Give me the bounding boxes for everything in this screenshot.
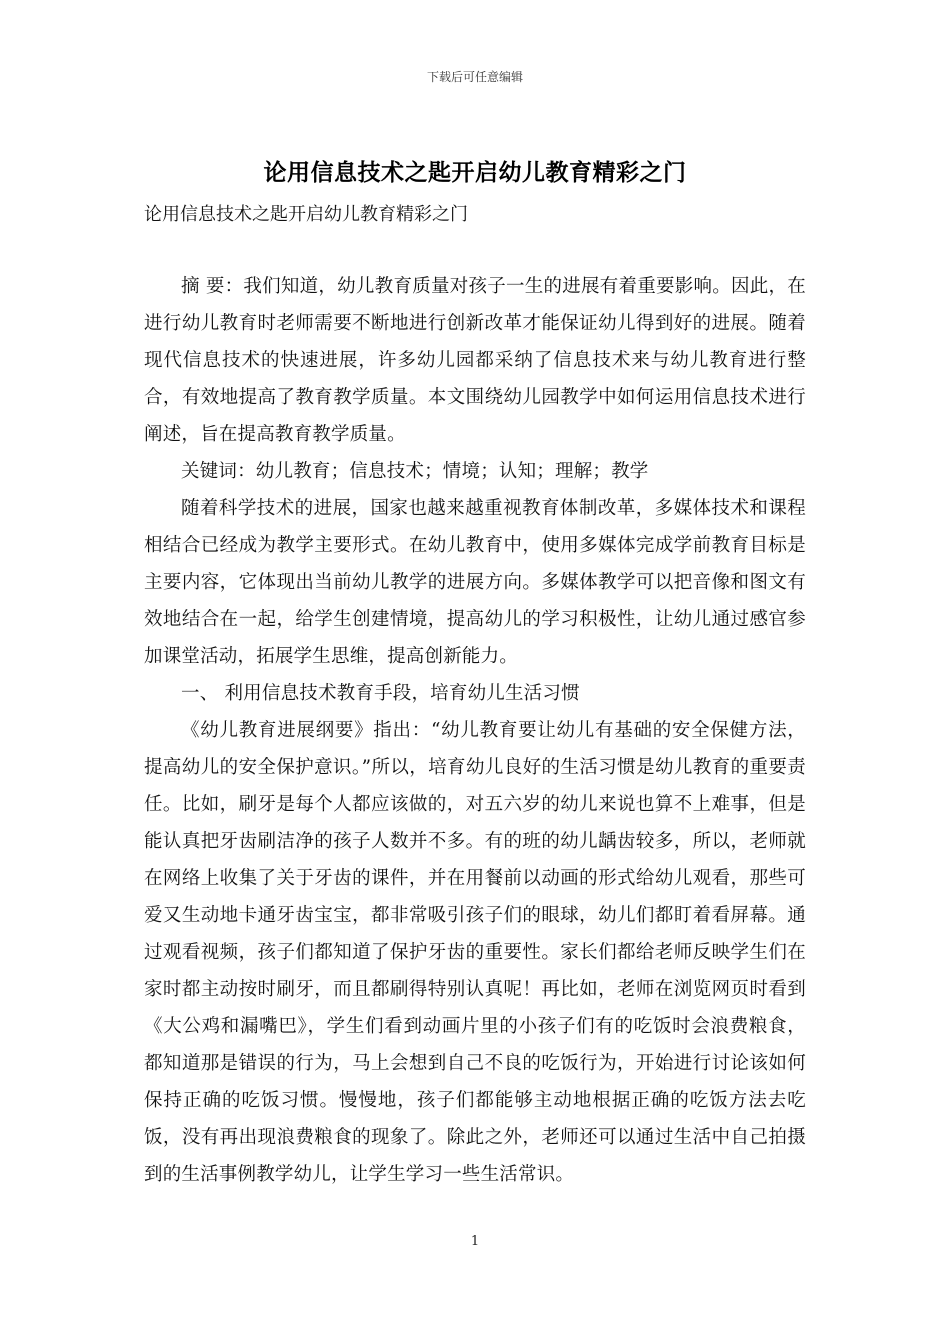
- keywords-paragraph: 关键词：幼儿教育；信息技术；情境；认知；理解；教学: [181, 461, 649, 482]
- page-number: 1: [470, 1234, 480, 1249]
- document-title: 论用信息技术之匙开启幼儿教育精彩之门: [263, 160, 687, 186]
- abstract-paragraph: 摘 要：我们知道，幼儿教育质量对孩子一生的进展有着重要影响。因此，在进行幼儿教育时老师需要不断地进行创新改革才能保证幼儿得到好的进展。随着现代信息技术的快速进展，许多幼儿园都采纳了信息技术来与幼儿教育进行整合，有效地提高了教育教学质量。本文围绕幼儿园教学中如何运用信息技术进行阐述，旨在提高教育教学质量。: [144, 276, 806, 445]
- section-heading: 一、 利用信息技术教育手段，培育幼儿生活习惯: [181, 683, 580, 704]
- document-body: [144, 268, 806, 1193]
- body-paragraph: 《幼儿教育进展纲要》指出：“幼儿教育要让幼儿有基础的安全保健方法，提高幼儿的安全保护意识。”所以，培育幼儿良好的生活习惯是幼儿教育的重要责任。比如，刷牙是每个人都应该做的，对五六岁的幼儿来说也算不上难事，但是能认真把牙齿刷洁净的孩子人数并不多。有的班的幼儿龋齿较多，所以，老师就在网络上收集了关于牙齿的课件，并在用餐前以动画的形式给幼儿观看，那些可爱又生动地卡通牙齿宝宝，都非常吸引孩子们的眼球，幼儿们都盯着看屏幕。通过观看视频，孩子们都知道了保护牙齿的重要性。家长们都给老师反映学生们在家时都主动按时刷牙，而且都刷得特别认真呢！再比如，老师在浏览网页时看到《大公鸡和漏嘴巴》，学生们看到动画片里的小孩子们有的吃饭时会浪费粮食，都知道那是错误的行为，马上会想到自己不良的吃饭行为，开始进行讨论该如何保持正确的吃饭习惯。慢慢地，孩子们都能够主动地根据正确的吃饭方法去吃饭，没有再出现浪费粮食的现象了。除此之外，老师还可以通过生活中自己拍摄到的生活事例教学幼儿，让学生学习一些生活常识。: [144, 720, 806, 1185]
- intro-paragraph: 随着科学技术的进展，国家也越来越重视教育体制改革，多媒体技术和课程相结合已经成为教学主要形式。在幼儿教育中，使用多媒体完成学前教育目标是主要内容，它体现出当前幼儿教学的进展方向。多媒体教学可以把音像和图文有效地结合在一起，给学生创建情境，提高幼儿的学习积极性，让幼儿通过感官参加课堂活动，拓展学生思维，提高创新能力。: [144, 498, 806, 667]
- document-subtitle: 论用信息技术之匙开启幼儿教育精彩之门: [144, 204, 468, 225]
- header-note: 下载后可任意编辑: [426, 70, 523, 84]
